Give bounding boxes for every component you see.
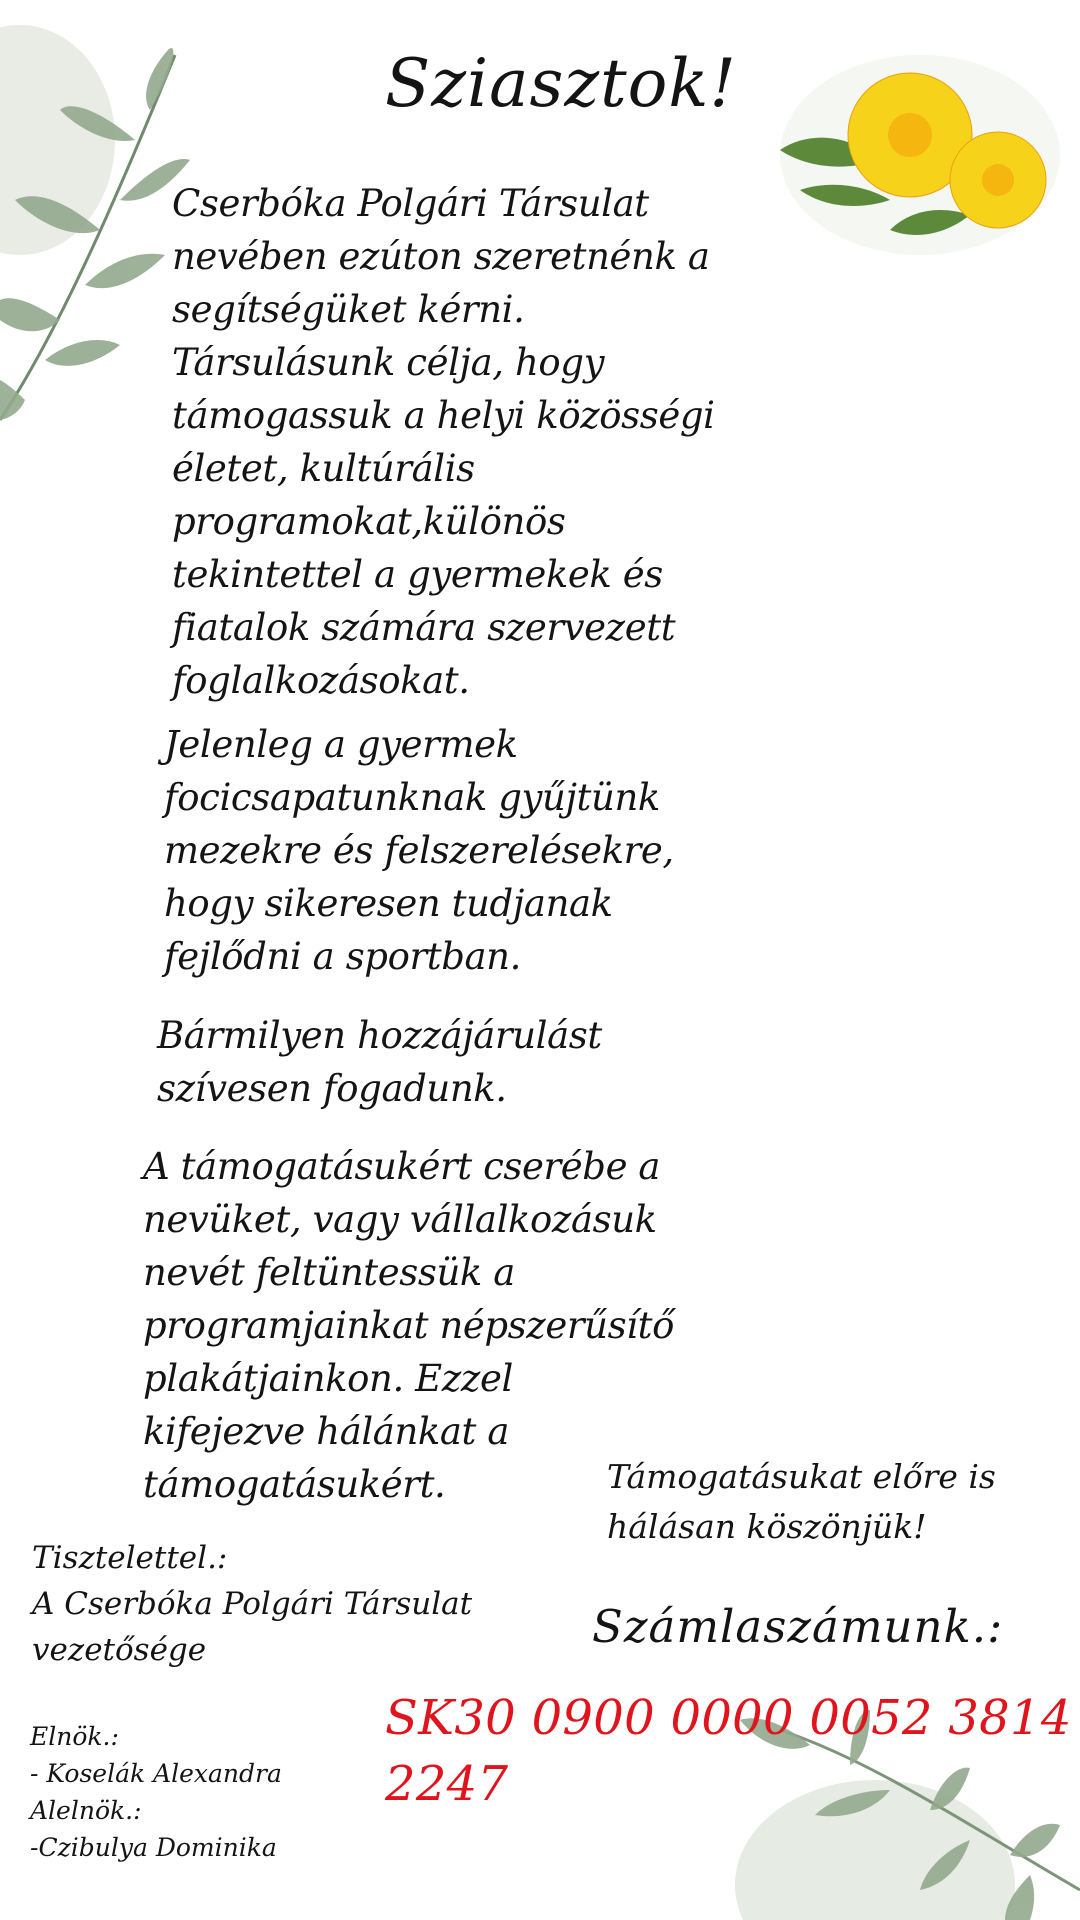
text-line: programokat,különös — [172, 500, 566, 543]
text-line: segítségüket kérni. — [172, 288, 525, 331]
dandelion-flowers-decoration — [770, 40, 1060, 260]
text-line: Tisztelettel.: — [32, 1540, 228, 1576]
text-line: nevét feltüntessük a — [143, 1251, 515, 1294]
officers-list — [30, 1718, 282, 1866]
text-line: életet, kultúrális — [172, 447, 475, 490]
text-line: Bármilyen hozzájárulást — [157, 1014, 602, 1057]
text-line: hálásan köszönjük! — [607, 1507, 927, 1546]
text-line: Alelnök.: — [30, 1796, 142, 1825]
text-line: vezetősége — [32, 1632, 207, 1668]
football-team-paragraph — [164, 718, 674, 983]
text-line: -Czibulya Dominika — [30, 1833, 277, 1862]
text-line: A támogatásukért cserébe a — [143, 1145, 661, 1188]
page-title: Sziasztok! — [385, 45, 737, 122]
sponsor-paragraph — [143, 1140, 674, 1511]
text-line: tekintettel a gyermekek és — [172, 553, 663, 596]
account-label: Számlaszámunk.: — [592, 1600, 1004, 1653]
text-line: - Koselák Alexandra — [30, 1759, 282, 1788]
leaf-branch-top-left-decoration — [0, 0, 200, 440]
text-line: Jelenleg a gyermek — [164, 723, 518, 766]
text-line: A Cserbóka Polgári Társulat — [32, 1586, 473, 1622]
text-line: hogy sikeresen tudjanak — [164, 882, 613, 925]
thanks-note — [607, 1452, 996, 1552]
text-line: Társulásunk célja, hogy — [172, 341, 605, 384]
text-line: szívesen fogadunk. — [157, 1067, 507, 1110]
text-line: focicsapatunknak gyűjtünk — [164, 776, 660, 819]
text-line: mezekre és felszerelésekre, — [164, 829, 674, 872]
intro-paragraph — [172, 177, 715, 707]
account-number-line: SK30 0900 0000 0052 3814 — [385, 1690, 1072, 1746]
text-line: Támogatásukat előre is — [607, 1457, 996, 1496]
text-line: Cserbóka Polgári Társulat — [172, 182, 649, 225]
text-line: nevében ezúton szeretnénk a — [172, 235, 710, 278]
text-line: nevüket, vagy vállalkozásuk — [143, 1198, 657, 1241]
account-number-line: 2247 — [385, 1756, 509, 1812]
text-line: fiatalok számára szervezett — [172, 606, 676, 649]
text-line: programjainkat népszerűsítő — [143, 1304, 674, 1347]
contribution-paragraph — [157, 1009, 602, 1115]
text-line: kifejezve hálánkat a — [143, 1410, 510, 1453]
account-number — [385, 1685, 1072, 1817]
text-line: támogatásukért. — [143, 1463, 446, 1506]
text-line: plakátjainkon. Ezzel — [143, 1357, 513, 1400]
text-line: támogassuk a helyi közösségi — [172, 394, 715, 437]
signature-block — [32, 1535, 472, 1673]
text-line: foglalkozásokat. — [172, 659, 470, 702]
text-line: Elnök.: — [30, 1722, 119, 1751]
text-line: fejlődni a sportban. — [164, 935, 521, 978]
